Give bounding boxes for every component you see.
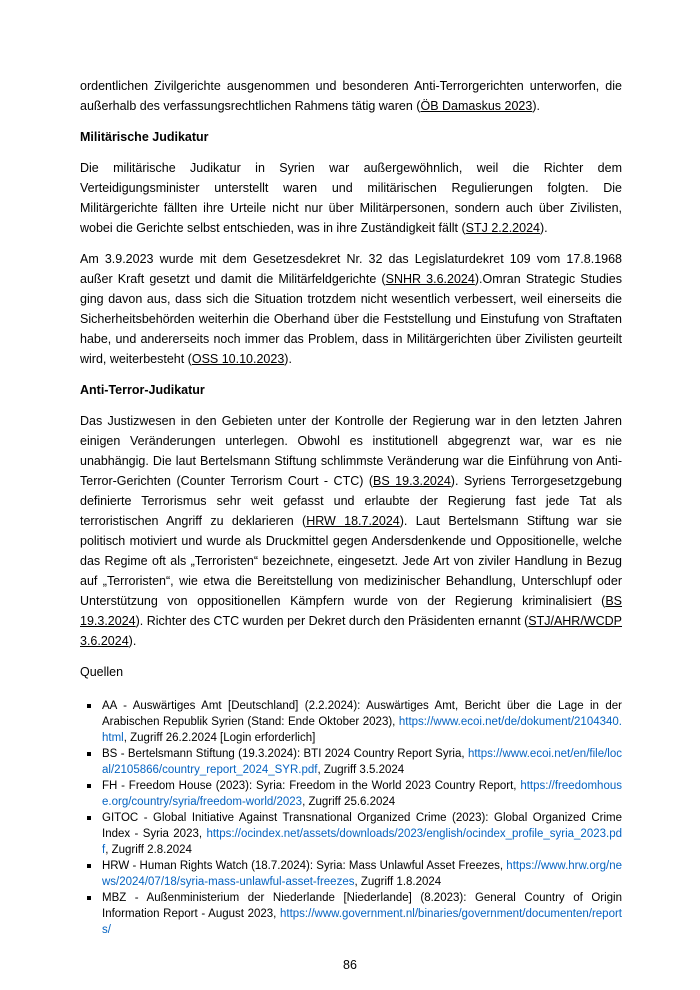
source-url-link[interactable]: https://www.hrw.org/news/2024/07/18/syria-mass-unlawful-asset-freezes — [102, 860, 622, 888]
section-heading-anti-terror: Anti-Terror-Judikatur — [80, 383, 205, 397]
citation-link[interactable]: STJ/AHR/WCDP 3.6.2024 — [80, 614, 622, 648]
source-url-link[interactable]: https://ocindex.net/assets/downloads/2023/english/ocindex_profile_syria_2023.pdf — [102, 828, 622, 856]
source-url-link[interactable]: https://www.ecoi.net/de/dokument/2104340.html — [102, 716, 622, 744]
source-text: FH - Freedom House (2023): Syria: Freedom in the World 2023 Country Report, — [102, 780, 521, 792]
citation-link[interactable]: OSS 10.10.2023 — [191, 352, 285, 366]
source-text: , Zugriff 2.8.2024 — [105, 844, 192, 856]
document-content — [80, 76, 622, 938]
bullet-square-icon — [87, 816, 91, 820]
text-segment: Am 3.9.2023 wurde mit dem Gesetzesdekret Nr. 32 das Legislaturdekret 109 vom 17.8.1968 außer Kraft gesetzt und damit die Militärfeldgerichte ( — [80, 252, 622, 286]
sources-list — [80, 698, 622, 938]
bullet-square-icon — [87, 752, 91, 756]
text-segment: ). Richter des CTC wurden per Dekret durch den Präsidenten ernannt ( — [135, 614, 529, 628]
source-url-link[interactable]: https://freedomhouse.org/country/syria/freedom-world/2023 — [102, 780, 622, 808]
citation-link[interactable]: ÖB Damaskus 2023 — [420, 99, 533, 113]
source-url-link[interactable]: https://www.ecoi.net/en/file/local/2105866/country_report_2024_SYR.pdf — [102, 748, 622, 776]
bullet-square-icon — [87, 864, 91, 868]
paragraph-military-1 — [80, 158, 622, 238]
text-segment: ). — [532, 99, 540, 113]
text-segment: ). — [128, 634, 137, 648]
source-url-link[interactable]: https://www.government.nl/binaries/government/documenten/reports/ — [102, 908, 622, 936]
bullet-square-icon — [87, 896, 91, 900]
bullet-square-icon — [87, 784, 91, 788]
source-text: GITOC - Global Initiative Against Transnational Organized Crime (2023): Global Organized Crime Index - Syria 2023, — [102, 812, 622, 840]
text-segment: ). — [284, 352, 292, 366]
text-segment: ). — [539, 221, 548, 235]
source-text: AA - Auswärtiges Amt [Deutschland] (2.2.2024): Auswärtiges Amt, Bericht über die Lage in der Arabischen Republik Syrien (Stand: Ende Oktober 2023), — [102, 700, 622, 728]
bullet-square-icon — [87, 704, 91, 708]
text-segment: ordentlichen Zivilgerichte ausgenommen und besonderen Anti-Terrorgerichten unterworfen, die außerhalb des verfassungsrechtlichen Rahmens tätig waren ( — [80, 79, 622, 113]
citation-link[interactable]: HRW 18.7.2024 — [306, 514, 400, 528]
citation-link[interactable]: BS 19.3.2024 — [80, 594, 622, 628]
citation-link[interactable]: STJ 2.2.2024 — [465, 221, 540, 235]
citation-link[interactable]: BS 19.3.2024 — [373, 474, 451, 488]
source-text: BS - Bertelsmann Stiftung (19.3.2024): BTI 2024 Country Report Syria, — [102, 748, 468, 760]
source-text: HRW - Human Rights Watch (18.7.2024): Syria: Mass Unlawful Asset Freezes, — [102, 860, 507, 872]
source-text: , Zugriff 26.2.2024 [Login erforderlich] — [123, 732, 316, 744]
source-text: MBZ - Außenministerium der Niederlande [Niederlande] (8.2023): General Country of Origin Information Report - August 2023, — [102, 892, 622, 920]
paragraph-intro — [80, 76, 622, 116]
source-item-fh — [80, 778, 622, 810]
text-segment: ). Syriens Terrorgesetzgebung definierte Terrorismus sehr weit gefasst und erlaubte der Regierung fast jede Tat als terroristischen Angriff zu deklarieren ( — [80, 474, 622, 528]
source-text: , Zugriff 1.8.2024 — [354, 876, 442, 888]
text-segment: Das Justizwesen in den Gebieten unter der Kontrolle der Regierung war in den letzten Jahren einigen Veränderungen unterlegen. Obwohl es institutionell abgegrenzt war, war es nie unabhängig. Die laut Bertelsmann Stiftung schlimmste Veränderung war die Einführung von Anti-Terror-Gerichten (Counter Terrorism Court - CTC) ( — [80, 414, 622, 488]
source-text: , Zugriff 25.6.2024 — [302, 796, 396, 808]
source-item-mbz — [80, 890, 622, 938]
citation-link[interactable]: SNHR 3.6.2024 — [385, 272, 475, 286]
source-item-gitoc — [80, 810, 622, 858]
text-segment: ). Laut Bertelsmann Stiftung war sie politisch motiviert und wurde als Druckmittel gegen Andersdenkende und Oppositionelle, welche das Regime oft als „Terroristen“ bezeichnete, eingesetzt. Jede Art von ziviler Handlung in Bezug auf „Terroristen“, wie etwa die Bereitstellung von medizinischer Behandlung, Unterschlupf oder Unterstützung von oppositionellen Kämpfern wurde von der Regierung kriminalisiert ( — [80, 514, 622, 608]
sources-label: Quellen — [80, 665, 124, 679]
source-item-bs — [80, 746, 622, 778]
source-item-aa — [80, 698, 622, 746]
section-heading-military: Militärische Judikatur — [80, 130, 209, 144]
source-item-hrw — [80, 858, 622, 890]
page-number: 86 — [343, 958, 357, 972]
paragraph-military-2 — [80, 249, 622, 369]
text-segment: Die militärische Judikatur in Syrien war außergewöhnlich, weil die Richter dem Verteidigungsminister unterstellt waren und militärischen Regulierungen folgten. Die Militärgerichte fällten ihre Urteile nicht nur über Militärpersonen, sondern auch über Zivilisten, wobei die Gerichte selbst entschieden, was in ihre Zuständigkeit fällt ( — [80, 161, 622, 235]
paragraph-anti-terror — [80, 411, 622, 651]
source-text: , Zugriff 3.5.2024 — [317, 764, 405, 776]
text-segment: ).Omran Strategic Studies ging davon aus, dass sich die Situation trotzdem nicht wesentlich verbessert, weil einerseits die Sicherheitsbehörden weiterhin die Oberhand über die Feststellung und Einstufung von Straftaten habe, und andererseits noch immer das Problem, dass in Militärgerichten über Zivilisten geurteilt wird, weiterbesteht ( — [80, 272, 622, 366]
